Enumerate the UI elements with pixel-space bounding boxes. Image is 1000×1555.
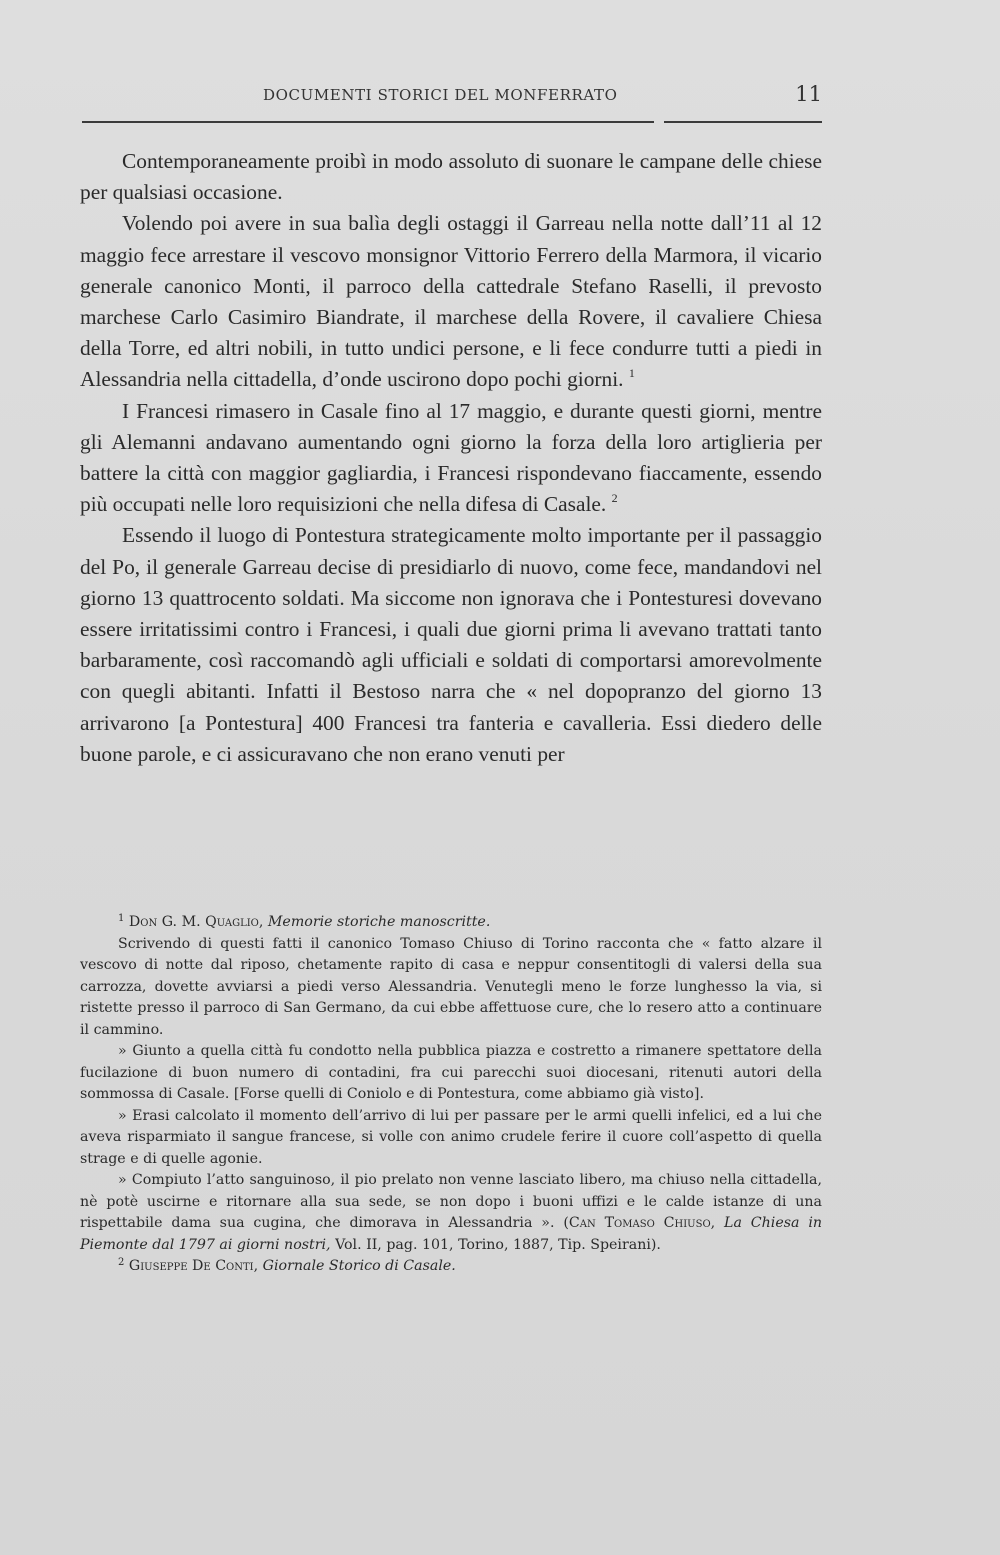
footnote-1-paragraph-2: Scrivendo di questi fatti il canonico Tomaso Chiuso di Torino racconta che « fatto alzare il vescovo di notte dal riposo, chetamente rapito di casa e neppur consentitogli di valersi della sua carrozza, dovette avviarsi a piedi verso Alessandria. Venutegli meno le forze lunghesso la via, si ristette presso il parroco di San Germano, da cui ebbe affettuose cure, che lo resero atto a continuare il cammino. xyxy=(80,935,822,1038)
page-header xyxy=(80,82,822,110)
paragraph-4: Essendo il luogo di Pontestura strategicamente molto importante per il passaggio del Po, il generale Garreau decise di presidiarlo di nuovo, come fece, mandandovi nel giorno 13 quattrocento soldati. Ma siccome non ignorava che i Pontesturesi dovevano essere irritatissimi contro i Francesi, i quali due giorni prima li avevano trattati tanto barbaramente, così raccomandò agli ufficiali e soldati di comportarsi amorevolmente con quegli abitanti. Infatti il Bestoso narra che « nel dopopranzo del giorno 13 arrivarono [a Pontestura] 400 Francesi tra fanteria e cavalleria. Essi diedero delle buone parole, e ci assicuravano che non erano venuti per xyxy=(80,523,822,766)
footnote-1-citation-author: (Can Tomaso Chiuso, xyxy=(563,1215,716,1231)
paragraph-2-text: Volendo poi avere in sua balìa degli ostaggi il Garreau nella notte dall’11 al 12 maggio fece arrestare il vescovo monsignor Vittorio Ferrero della Marmora, il vicario generale canonico Monti, il parroco della cattedrale Stefano Raselli, il prevosto marchese Carlo Casimiro Biandrate, il marchese della Rovere, il cavaliere Chiesa della Torre, ed altri nobili, in tutto undici persone, e li fece condurre tutti a piedi in Alessandria nella cittadella, d’onde uscirono dopo pochi giorni. xyxy=(80,211,822,392)
header-rule-right xyxy=(664,121,822,123)
paragraph-3 xyxy=(80,396,822,521)
footnote-1-paragraph-5-text: » Compiuto l’atto sanguinoso, il pio prelato non venne lasciato libero, ma chiuso nella cittadella, nè potè uscirne e ritornare alla sua sede, se non dopo i buoni uffizi e le calde istanze di una rispettabile dama sua cugina, che dimorava in Alessandria ». xyxy=(80,1172,822,1231)
paragraph-2 xyxy=(80,208,822,395)
footnote-1-paragraph-3: » Giunto a quella città fu condotto nella pubblica piazza e costretto a rimanere spettatore della fucilazione di buon numero di contadini, fra cui parecchi suoi diocesani, ritenuti autori della sommossa di Casale. [Forse quelli di Coniolo e di Pontestura, come abbiamo già visto]. xyxy=(80,1043,822,1102)
footnote-ref-2: 2 xyxy=(611,491,618,506)
footnote-1-citation-title: La Chiesa in Piemonte dal 1797 ai giorni nostri, xyxy=(80,1215,822,1253)
footnotes xyxy=(80,912,822,1278)
footnote-2-title: Giornale Storico di Casale. xyxy=(262,1258,456,1274)
running-title: DOCUMENTI STORICI DEL MONFERRATO xyxy=(263,86,618,104)
footnote-1 xyxy=(80,912,822,934)
footnote-2-author: Giuseppe De Conti, xyxy=(128,1258,259,1274)
paragraph-1: Contemporaneamente proibì in modo assoluto di suonare le campane delle chiese per qualsiasi occasione. xyxy=(80,149,822,205)
main-text xyxy=(80,146,822,770)
footnote-ref-1: 1 xyxy=(628,366,635,381)
page-number: 11 xyxy=(795,82,822,106)
footnote-1-title: Memorie storiche manoscritte. xyxy=(267,914,491,930)
footnote-2 xyxy=(80,1256,822,1278)
footnote-1-author: Don G. M. Quaglio, xyxy=(128,914,264,930)
footnote-1-paragraph-5 xyxy=(80,1170,822,1256)
footnote-1-paragraph-4: » Erasi calcolato il momento dell’arrivo di lui per passare per le armi quelli infelici, ed a lui che aveva risparmiato il sangue francese, si volle con animo crudele ferire il cuore coll’aspetto di quella strage e di quelle agonie. xyxy=(80,1107,822,1167)
paragraph-3-text: I Francesi rimasero in Casale fino al 17 maggio, e durante questi giorni, mentre gli Alemanni andavano aumentando ogni giorno la forza della loro artiglieria per battere la città con maggior gagliardia, i Francesi rispondevano fiaccamente, essendo più occupati nelle loro requisizioni che nella difesa di Casale. xyxy=(80,398,822,517)
footnote-2-number: 2 xyxy=(118,1257,125,1268)
footnote-1-number: 1 xyxy=(118,913,125,924)
footnote-1-citation-details: Vol. II, pag. 101, Torino, 1887, Tip. Speirani). xyxy=(335,1236,661,1253)
header-rule-left xyxy=(82,121,654,123)
